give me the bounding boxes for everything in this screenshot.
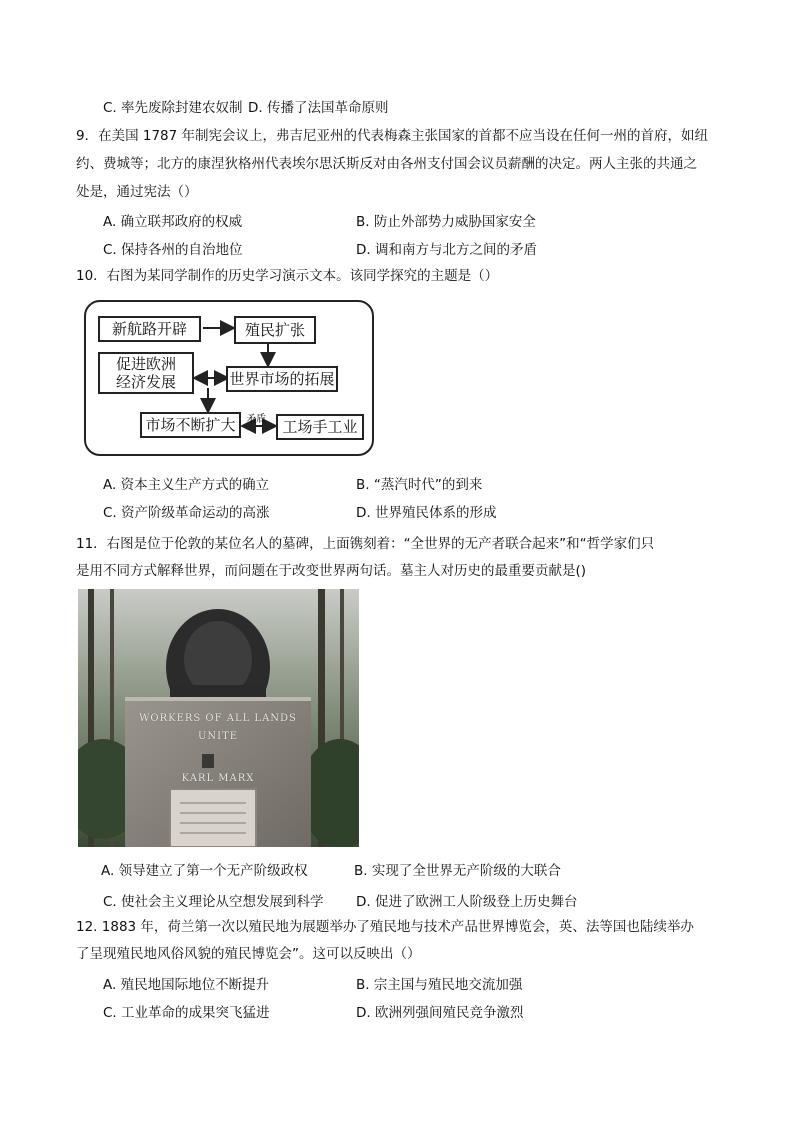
flow-box-new-routes: 新航路开辟 [98, 316, 201, 342]
flow-box-expanding-market: 市场不断扩大 [140, 412, 241, 438]
q11-option-a: A. 领导建立了第一个无产阶级政权 [101, 863, 308, 879]
q10-stem: 10．右图为某同学制作的历史学习演示文本。该同学探究的主题是（） [76, 268, 499, 284]
flow-edge-label: 矛盾 [246, 414, 266, 425]
q8-option-d: D. 传播了法国革命原则 [248, 100, 389, 116]
q12-option-d: D. 欧洲列强间殖民竞争激烈 [356, 1005, 524, 1021]
plinth-text-line3: KARL MARX [181, 773, 255, 784]
flow-box-colonial-expansion: 殖民扩张 [234, 316, 316, 344]
q12-stem-line-1: 12. 1883 年，荷兰第一次以殖民地为展题举办了殖民地与技术产品世界博览会，英、法等国也陆续举办 [76, 919, 694, 935]
q9-option-c: C. 保持各州的自治地位 [103, 242, 243, 258]
plinth-text-line1: WORKERS OF ALL LANDS [139, 713, 297, 724]
q12-option-b: B. 宗主国与殖民地交流加强 [356, 977, 523, 993]
q10-option-c: C. 资产阶级革命运动的高涨 [103, 505, 270, 521]
q9-option-d: D. 调和南方与北方之间的矛盾 [356, 242, 537, 258]
q9-stem-line-1: 9．在美国 1787 年制宪会议上，弗吉尼亚州的代表梅森主张国家的首都不应当设在任何一州的首府，如纽 [76, 128, 709, 144]
q12-option-a: A. 殖民地国际地位不断提升 [103, 977, 270, 993]
q9-stem-line-2: 约、费城等；北方的康涅狄格州代表埃尔思沃斯反对由各州支付国会议员薪酬的决定。两人主张的共通之 [76, 156, 697, 172]
plinth-text-line2: UNITE [197, 731, 239, 742]
q9-stem-line-3: 处是，通过宪法（） [76, 184, 198, 200]
flow-box-europe-economy-line1: 促进欧洲 [115, 355, 176, 373]
flow-box-europe-economy [98, 352, 194, 394]
q11-option-d: D. 促进了欧洲工人阶级登上历史舞台 [356, 894, 578, 910]
q11-option-c: C. 使社会主义理论从空想发展到科学 [103, 894, 324, 910]
q10-option-d: D. 世界殖民体系的形成 [356, 505, 497, 521]
q12-stem-line-2: 了呈现殖民地风俗风貌的殖民博览会”。这可以反映出（） [76, 946, 421, 962]
q10-option-b: B. “蒸汽时代”的到来 [356, 477, 483, 493]
q11-option-b: B. 实现了全世界无产阶级的大联合 [354, 863, 561, 879]
flow-box-handicraft: 工场手工业 [276, 414, 364, 440]
q8-option-c: C. 率先废除封建农奴制 [103, 100, 243, 116]
q10-option-a: A. 资本主义生产方式的确立 [103, 477, 270, 493]
q9-option-b: B. 防止外部势力威胁国家安全 [356, 214, 536, 230]
flow-box-world-market: 世界市场的拓展 [226, 366, 338, 392]
flow-box-europe-economy-line2: 经济发展 [115, 373, 176, 391]
tomb-photo [78, 589, 359, 847]
flowchart-diagram [84, 300, 374, 456]
q12-option-c: C. 工业革命的成果突飞猛进 [103, 1005, 270, 1021]
q11-stem-line-2: 是用不同方式解释世界，而问题在于改变世界两句话。墓主人对历史的最重要贡献是() [76, 563, 587, 579]
q11-stem-line-1: 11．右图是位于伦敦的某位名人的墓碑，上面镌刻着：“全世界的无产者联合起来”和“哲学家们只 [76, 536, 655, 552]
q9-option-a: A. 确立联邦政府的权威 [103, 214, 243, 230]
